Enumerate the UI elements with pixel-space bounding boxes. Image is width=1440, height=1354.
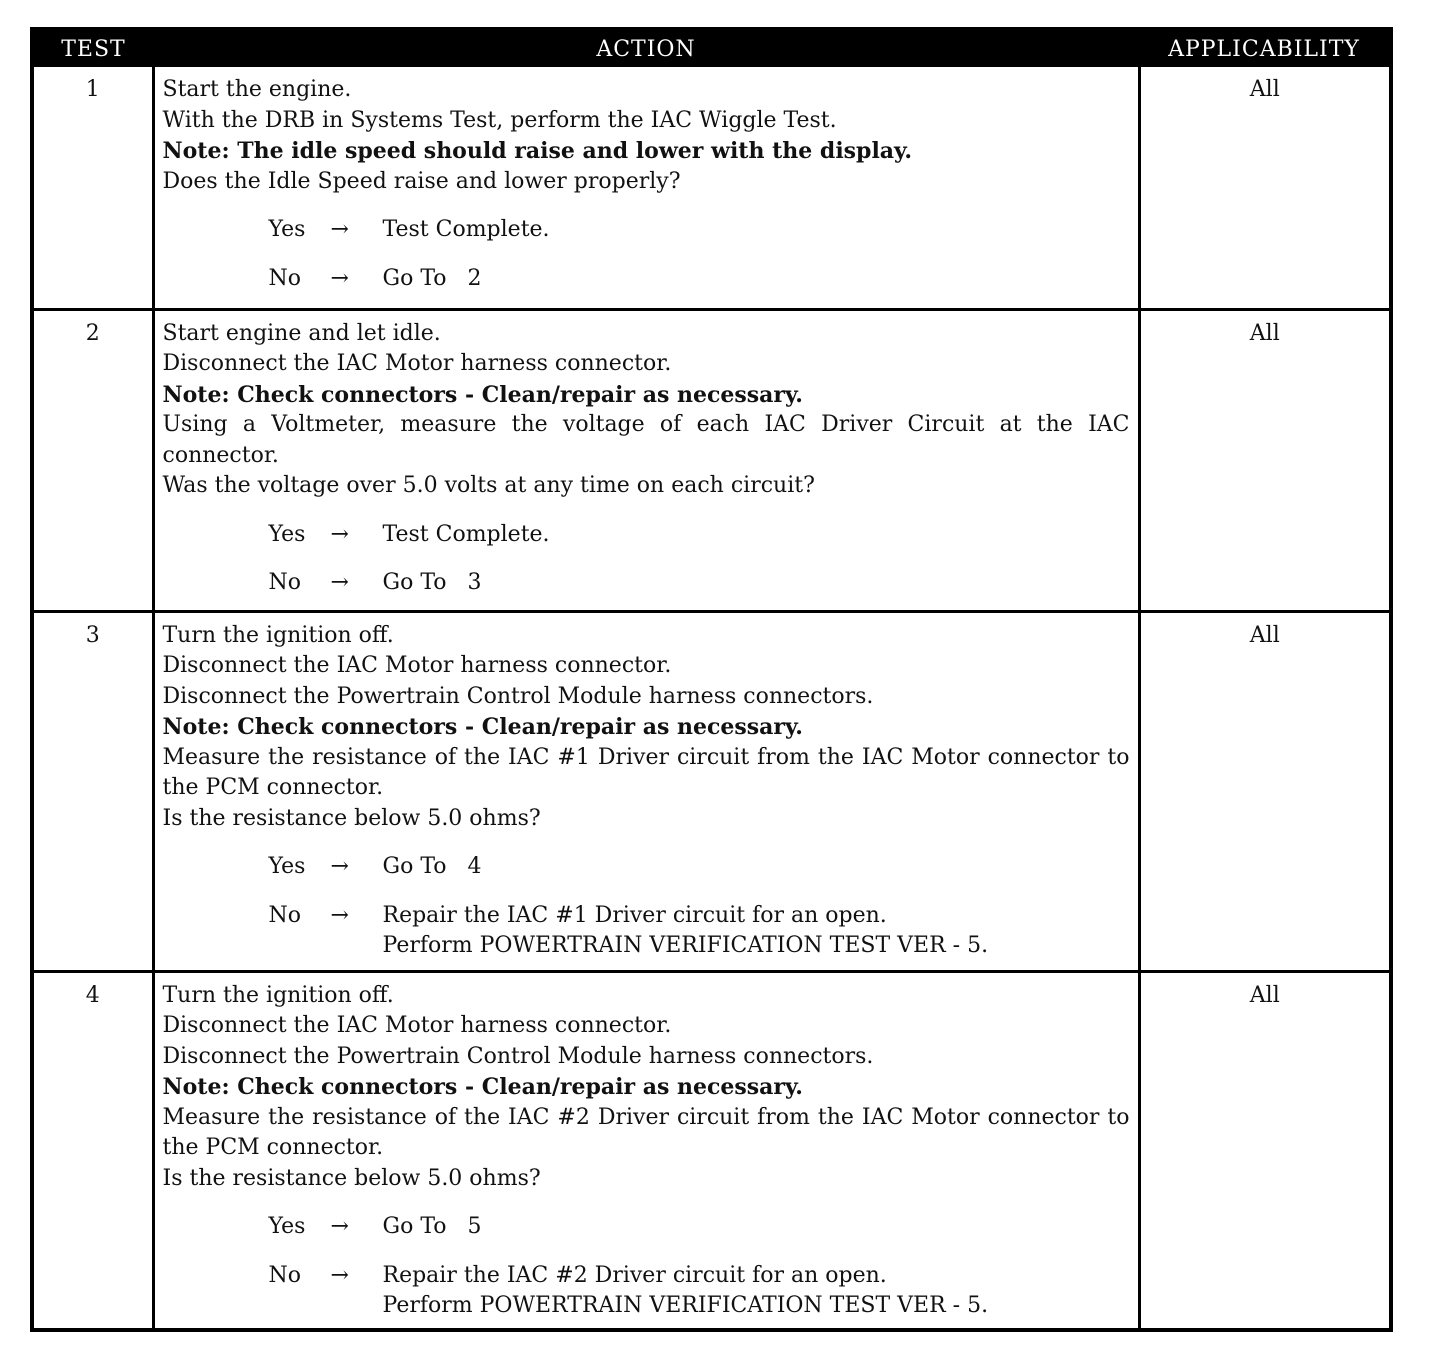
yes-result: Test Complete. bbox=[382, 521, 550, 547]
table-header-row bbox=[34, 31, 1389, 67]
no-outcome bbox=[269, 264, 1130, 295]
yes-result: Go To 4 bbox=[382, 854, 482, 879]
table-row bbox=[34, 309, 1389, 611]
action-note: Note: Check connectors - Clean/repair as necessary. bbox=[162, 381, 803, 408]
action-question: Does the Idle Speed raise and lower properly? bbox=[162, 168, 681, 194]
header-applicability: APPLICABILITY bbox=[1139, 31, 1389, 67]
no-result-followup: Perform POWERTRAIN VERIFICATION TEST VER - 5. bbox=[382, 1293, 989, 1318]
action-note: Note: Check connectors - Clean/repair as necessary. bbox=[162, 1074, 803, 1100]
applicability-value: All bbox=[1139, 67, 1389, 309]
yes-outcome bbox=[269, 215, 1130, 246]
diagnostic-table-frame bbox=[30, 27, 1393, 1332]
action-cell bbox=[153, 309, 1139, 611]
test-number: 4 bbox=[34, 971, 153, 1330]
arrow-icon: → bbox=[330, 265, 349, 291]
yes-label: Yes bbox=[268, 521, 306, 547]
yes-outcome bbox=[269, 852, 1130, 883]
action-cell bbox=[153, 67, 1139, 309]
table-row bbox=[34, 971, 1389, 1330]
arrow-icon: → bbox=[330, 217, 349, 242]
test-number: 2 bbox=[34, 309, 153, 611]
action-step: Turn the ignition off. bbox=[162, 982, 394, 1008]
action-question: Is the resistance below 5.0 ohms? bbox=[162, 1165, 541, 1191]
arrow-icon: → bbox=[330, 521, 349, 547]
action-note: Note: Check connectors - Clean/repair as necessary. bbox=[162, 714, 803, 740]
no-result: Go To 2 bbox=[382, 265, 482, 291]
arrow-icon: → bbox=[330, 902, 349, 928]
diagnostic-test-table bbox=[34, 31, 1389, 1330]
no-label: No bbox=[268, 570, 301, 595]
yes-result: Test Complete. bbox=[382, 217, 550, 242]
table-row bbox=[34, 611, 1389, 971]
no-label: No bbox=[268, 1262, 301, 1288]
action-step: Using a Voltmeter, measure the voltage of each IAC Driver Circuit at the IAC connector. bbox=[162, 412, 1130, 468]
action-question: Was the voltage over 5.0 volts at any time on each circuit? bbox=[162, 473, 815, 498]
action-step: With the DRB in Systems Test, perform the IAC Wiggle Test. bbox=[162, 107, 837, 133]
action-step: Start the engine. bbox=[162, 77, 352, 102]
no-label: No bbox=[268, 265, 301, 291]
test-number: 1 bbox=[34, 67, 153, 309]
action-step: Disconnect the Powertrain Control Module harness connectors. bbox=[162, 1043, 874, 1069]
action-step: Disconnect the Powertrain Control Module harness connectors. bbox=[162, 683, 874, 709]
no-label: No bbox=[268, 902, 301, 928]
no-outcome bbox=[269, 1261, 1130, 1322]
no-outcome bbox=[269, 901, 1130, 962]
action-step: Measure the resistance of the IAC #1 Driver circuit from the IAC Motor connector to the PCM connector. bbox=[162, 744, 1130, 800]
yes-outcome bbox=[269, 1212, 1130, 1243]
action-question: Is the resistance below 5.0 ohms? bbox=[162, 805, 541, 831]
no-result: Repair the IAC #2 Driver circuit for an open. bbox=[382, 1262, 887, 1288]
applicability-value: All bbox=[1139, 309, 1389, 611]
action-step: Measure the resistance of the IAC #2 Driver circuit from the IAC Motor connector to the PCM connector. bbox=[162, 1104, 1130, 1160]
test-number: 3 bbox=[34, 611, 153, 971]
yes-label: Yes bbox=[268, 1214, 306, 1239]
action-cell bbox=[153, 971, 1139, 1330]
action-step: Start engine and let idle. bbox=[162, 320, 441, 346]
action-step: Disconnect the IAC Motor harness connector. bbox=[162, 1013, 672, 1038]
header-test: TEST bbox=[34, 31, 153, 67]
arrow-icon: → bbox=[330, 1262, 349, 1288]
no-outcome bbox=[269, 568, 1130, 599]
action-step: Turn the ignition off. bbox=[162, 622, 394, 648]
action-cell bbox=[153, 611, 1139, 971]
arrow-icon: → bbox=[330, 854, 349, 879]
action-note: Note: The idle speed should raise and lower with the display. bbox=[162, 138, 912, 164]
yes-outcome bbox=[269, 520, 1130, 551]
header-action: ACTION bbox=[153, 31, 1139, 67]
action-step: Disconnect the IAC Motor harness connector. bbox=[162, 351, 672, 376]
no-result: Go To 3 bbox=[382, 570, 482, 595]
arrow-icon: → bbox=[330, 1214, 349, 1239]
yes-label: Yes bbox=[268, 854, 306, 879]
table-row bbox=[34, 67, 1389, 309]
arrow-icon: → bbox=[330, 570, 349, 595]
applicability-value: All bbox=[1139, 971, 1389, 1330]
action-step: Disconnect the IAC Motor harness connector. bbox=[162, 653, 672, 678]
no-result-followup: Perform POWERTRAIN VERIFICATION TEST VER - 5. bbox=[382, 933, 989, 958]
no-result: Repair the IAC #1 Driver circuit for an open. bbox=[382, 902, 887, 928]
applicability-value: All bbox=[1139, 611, 1389, 971]
yes-result: Go To 5 bbox=[382, 1214, 482, 1239]
yes-label: Yes bbox=[268, 217, 306, 242]
